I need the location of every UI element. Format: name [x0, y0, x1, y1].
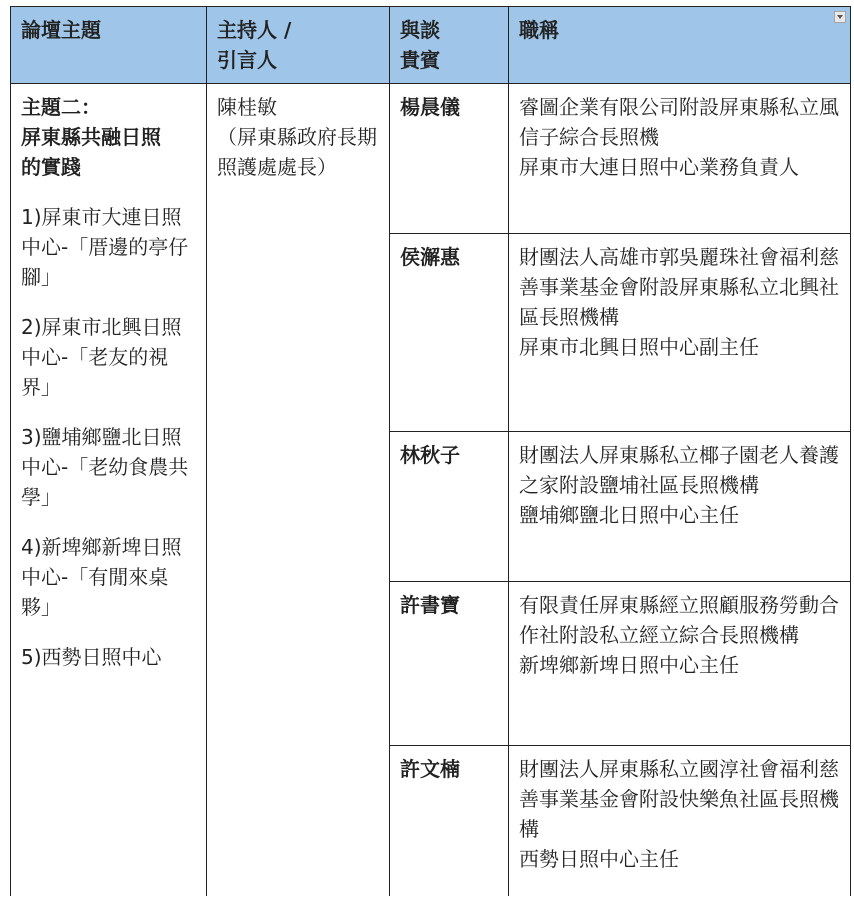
host-title: （屏東縣政府長期照護處處長） — [217, 125, 377, 179]
guest-title-line: 睿圖企業有限公司附設屏東縣私立風信子綜合長照機 — [519, 95, 839, 149]
guest-name: 侯澥惠 — [400, 245, 460, 269]
guest-title-line: 西勢日照中心主任 — [519, 847, 679, 871]
header-title-label: 職稱 — [519, 18, 559, 42]
guest-title-line: 財團法人屏東縣私立椰子園老人養護之家附設鹽埔社區長照機構 — [519, 443, 839, 497]
guest-title-line: 財團法人屏東縣私立國淳社會福利慈善事業基金會附設快樂魚社區長照機構 — [519, 757, 839, 841]
guest-name-cell — [390, 582, 509, 746]
guest-title-cell — [509, 582, 851, 746]
filter-dropdown-icon[interactable] — [834, 11, 846, 23]
topic-cell — [11, 84, 207, 896]
topic-item: 5)西勢日照中心 — [21, 645, 162, 669]
guest-name-cell — [390, 234, 509, 432]
guest-title-line: 鹽埔鄉鹽北日照中心主任 — [519, 503, 739, 527]
guest-name: 楊晨儀 — [400, 95, 460, 119]
guest-title-line: 新埤鄉新埤日照中心主任 — [519, 653, 739, 677]
guest-name: 林秋子 — [400, 443, 460, 467]
header-topic — [11, 7, 207, 84]
guest-title-cell — [509, 746, 851, 896]
header-guests-line2: 貴賓 — [400, 48, 440, 72]
header-row — [11, 7, 851, 84]
header-guests-line1: 與談 — [400, 18, 440, 42]
topic-item: 3)鹽埔鄉鹽北日照中心-「老幼食農共學」 — [21, 425, 189, 509]
header-guests — [390, 7, 509, 84]
guest-title-line: 屏東市大連日照中心業務負責人 — [519, 155, 799, 179]
guest-name: 許文楠 — [400, 757, 460, 781]
header-host — [207, 7, 390, 84]
guest-name-cell — [390, 432, 509, 582]
guest-title-cell — [509, 234, 851, 432]
guest-title-line: 屏東市北興日照中心副主任 — [519, 335, 759, 359]
topic-heading-line2: 屏東縣共融日照 — [21, 125, 161, 149]
header-host-line2: 引言人 — [217, 48, 277, 72]
host-name: 陳桂敏 — [217, 95, 277, 119]
header-title — [509, 7, 851, 84]
guest-title-cell — [509, 84, 851, 234]
guest-name-cell — [390, 746, 509, 896]
host-cell — [207, 84, 390, 896]
topic-item: 2)屏東市北興日照中心-「老友的視界」 — [21, 315, 182, 399]
guest-row — [11, 84, 851, 234]
topic-heading-line1: 主題二： — [21, 95, 101, 119]
guest-title-line: 有限責任屏東縣經立照顧服務勞動合作社附設私立經立綜合長照機構 — [519, 593, 839, 647]
topic-item: 1)屏東市大連日照中心-「厝邊的亭仔腳」 — [21, 205, 189, 289]
topic-heading-line3: 的實踐 — [21, 155, 81, 179]
forum-schedule-table — [10, 6, 851, 896]
header-topic-label: 論壇主題 — [21, 18, 101, 42]
topic-item: 4)新埤鄉新埤日照中心-「有閒來桌夥」 — [21, 535, 182, 619]
guest-title-line: 財團法人高雄市郭吳麗珠社會福利慈善事業基金會附設屏東縣私立北興社區長照機構 — [519, 245, 839, 329]
guest-name-cell — [390, 84, 509, 234]
guest-title-cell — [509, 432, 851, 582]
header-host-line1: 主持人 / — [217, 18, 292, 42]
guest-name: 許書寶 — [400, 593, 460, 617]
